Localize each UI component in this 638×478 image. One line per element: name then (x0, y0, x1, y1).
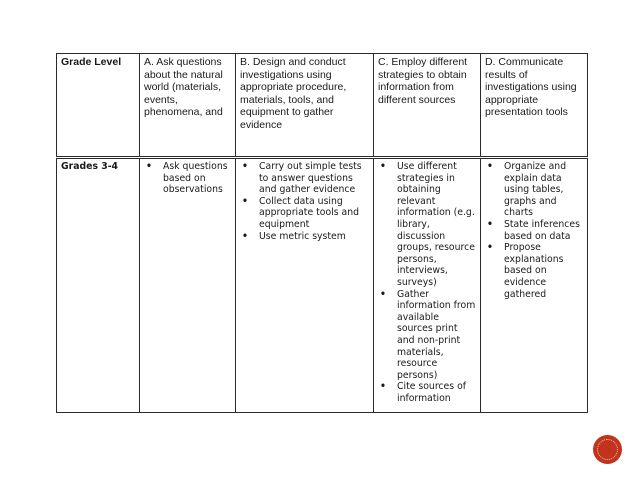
col-a-list (144, 161, 231, 196)
list-item: • Carry out simple tests to answer questions and gather evidence (240, 161, 369, 196)
list-item: • Organize and explain data using tables, graphs and charts (485, 161, 583, 219)
emblem-ring (597, 439, 618, 460)
list-item: • Ask questions based on observations (144, 161, 231, 196)
header-col-b: B. Design and conduct investigations using appropriate procedure, materials, tools, and equipment to gather evidence (236, 54, 374, 157)
col-b-cell (236, 159, 374, 413)
header-grade-level: Grade Level (57, 54, 140, 157)
header-col-d: D. Communicate results of investigations using appropriate presentation tools (481, 54, 588, 157)
grade-cell: Grades 3-4 (57, 159, 140, 413)
col-c-list (378, 161, 476, 404)
col-a-cell (140, 159, 236, 413)
list-item: • Use metric system (240, 231, 369, 243)
list-item: • Collect data using appropriate tools and equipment (240, 196, 369, 231)
list-item: • Use different strategies in obtaining relevant information (e.g. library, discussion groups, resource persons, interviews, surveys) (378, 161, 476, 289)
grades-table (56, 158, 588, 413)
slide-emblem-icon (594, 436, 621, 463)
header-row (57, 54, 588, 157)
header-table (56, 53, 588, 157)
header-col-a: A. Ask questions about the natural world (materials, events, phenomena, and (140, 54, 236, 157)
col-d-list (485, 161, 583, 300)
table-row (57, 159, 588, 413)
list-item: • Gather information from available sources print and non-print materials, resource persons) (378, 289, 476, 382)
header-col-c: C. Employ different strategies to obtain information from different sources (374, 54, 481, 157)
col-d-cell (481, 159, 588, 413)
col-b-list (240, 161, 369, 242)
col-c-cell (374, 159, 481, 413)
list-item: • State inferences based on data (485, 219, 583, 242)
list-item: • Cite sources of information (378, 381, 476, 404)
list-item: • Propose explanations based on evidence gathered (485, 242, 583, 300)
